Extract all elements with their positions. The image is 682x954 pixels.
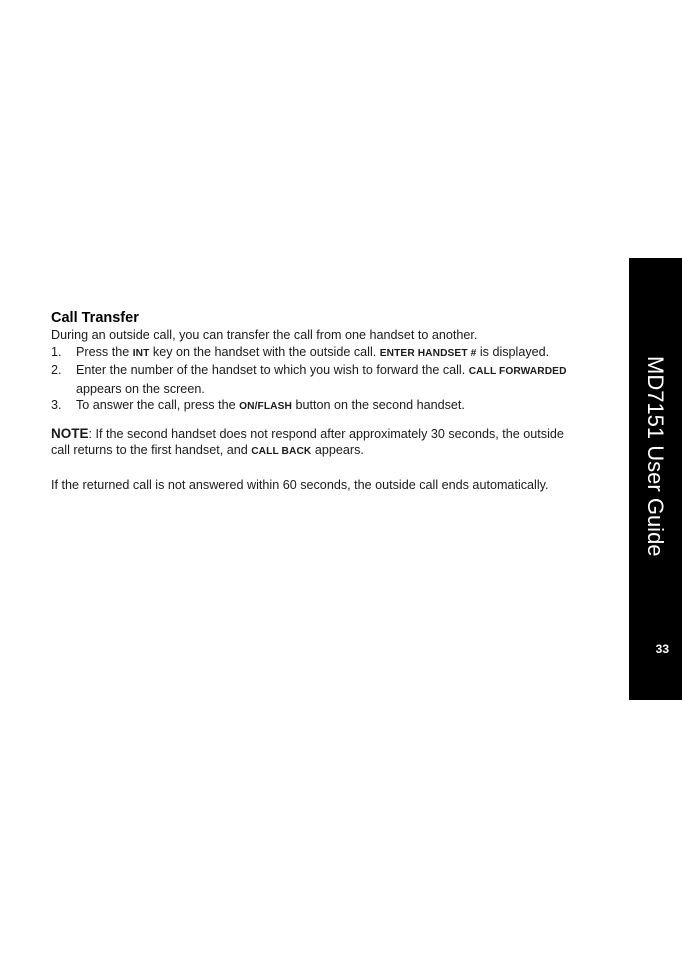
call-back-display-label: CALL BACK — [251, 446, 312, 457]
step-number: 1. — [51, 344, 62, 359]
step-item-2 — [51, 362, 586, 397]
step-number: 2. — [51, 363, 62, 377]
step-item-3 — [51, 397, 586, 416]
side-tab — [629, 258, 682, 700]
note-text: : If the second handset does not respond after approximately 30 seconds, the outside call returns to the first handset, and — [51, 426, 564, 457]
guide-title: MD7151 User Guide — [643, 356, 668, 557]
step-text: button on the second handset. — [291, 398, 465, 412]
int-key-label: INT — [132, 347, 150, 359]
step-text: key on the handset with the outside call. — [149, 344, 380, 359]
step-item-1 — [51, 344, 586, 363]
note-paragraph — [51, 426, 586, 461]
on-flash-key-label: ON/FLASH — [239, 401, 292, 412]
note-label: NOTE — [51, 425, 89, 441]
enter-handset-display-label: ENTER HANDSET # — [379, 347, 477, 359]
step-text: Press the — [76, 344, 133, 359]
step-text: Enter the number of the handset to which you wish to forward the call. — [76, 363, 469, 377]
call-forwarded-display-label: CALL FORWARDED — [468, 366, 567, 377]
intro-text: During an outside call, you can transfer the call from one handset to another. — [51, 328, 478, 342]
final-paragraph: If the returned call is not answered within 60 seconds, the outside call ends automatically. — [51, 477, 549, 492]
step-text: To answer the call, press the — [76, 398, 240, 412]
section-title: Call Transfer — [51, 310, 139, 326]
note-text-end: appears. — [311, 443, 364, 457]
main-content — [51, 309, 586, 493]
step-number: 3. — [51, 398, 62, 412]
step-text: appears on the screen. — [76, 381, 205, 396]
page-number: 33 — [655, 642, 669, 656]
steps-list — [51, 344, 586, 416]
step-text: is displayed. — [476, 344, 550, 359]
